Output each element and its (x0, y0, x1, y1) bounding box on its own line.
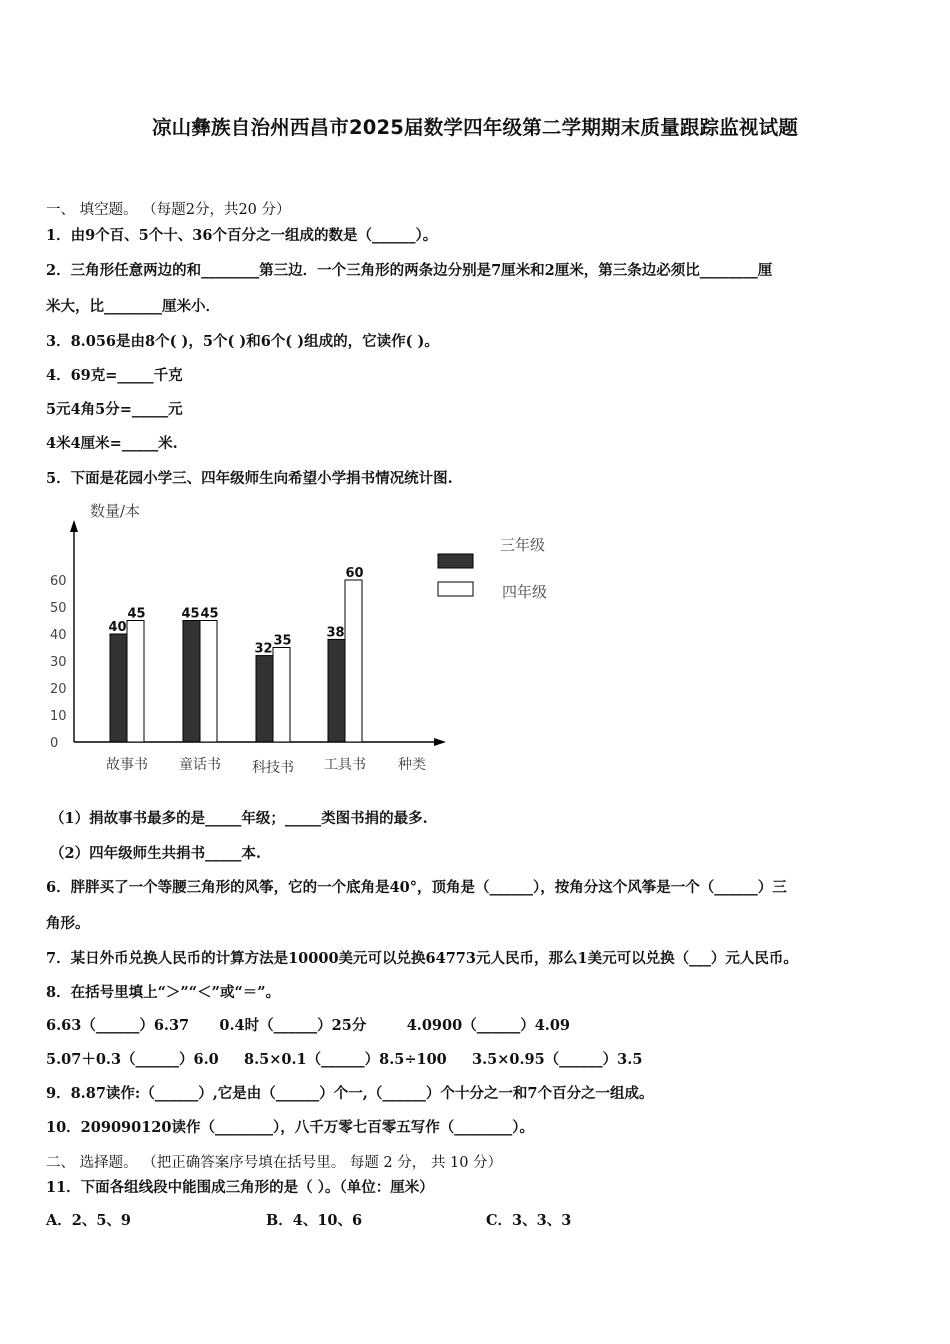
question-3: 3．8.056是由8个( )，5个( )和6个( )组成的，它读作( )。 (46, 333, 439, 350)
bar-grade3 (183, 621, 200, 743)
question-5-2: （2）四年级师生共捐书_____本. (50, 845, 261, 862)
y-tick-label: 0 (50, 736, 59, 751)
question-4b: 5元4角5分=_____元 (46, 401, 183, 418)
legend-swatch (438, 582, 473, 596)
legend-label: 四年级 (502, 583, 548, 601)
data-label: 35 (273, 633, 292, 649)
question-9: 9．8.87读作:（______）,它是由（______）个一,（______）个十分之一和7个百分之一组成。 (46, 1085, 654, 1102)
bar-grade4 (345, 580, 362, 742)
bar-grade4 (200, 621, 217, 743)
question-8-row1: 6.63（______）6.37 0.4时（______）25分 4.0900（______）4.09 (46, 1017, 571, 1034)
x-tick-label: 科技书 (252, 760, 294, 776)
data-label: 45 (181, 606, 200, 622)
legend-swatch (438, 554, 473, 568)
question-11-options (46, 1211, 571, 1231)
y-axis-arrow (70, 520, 78, 532)
question-2-line1: 2．三角形任意两边的和________第三边．一个三角形的两条边分别是7厘米和2厘米，第三条边必须比________厘 (46, 262, 773, 279)
data-label: 45 (127, 606, 146, 622)
legend-label: 三年级 (500, 536, 546, 554)
y-tick-label: 10 (50, 709, 67, 724)
bar-grade3 (256, 656, 273, 742)
question-5-1: （1）捐故事书最多的是_____年级；_____类图书捐的最多. (50, 810, 428, 827)
page-title: 凉山彝族自治州西昌市2025届数学四年级第二学期期末质量跟踪监视试题 (151, 116, 799, 139)
question-5: 5．下面是花园小学三、四年级师生向希望小学捐书情况统计图. (46, 470, 453, 487)
question-8-row2: 5.07＋0.3（______）6.0 8.5×0.1（______）8.5÷100 3.5×0.95（______）3.5 (46, 1051, 643, 1068)
x-tick-label: 故事书 (106, 757, 148, 773)
bar-grade4 (127, 621, 144, 743)
data-label: 38 (326, 625, 345, 641)
option-c: C．3、3、3 (486, 1212, 572, 1229)
question-10: 10．209090120读作（________），八千万零七百零五写作（________）。 (46, 1119, 534, 1136)
question-4c: 4米4厘米=_____米. (46, 435, 178, 452)
question-2-line2: 米大，比________厘米小． (46, 298, 220, 315)
question-6-line2: 角形。 (46, 915, 90, 932)
data-label: 32 (254, 641, 273, 657)
x-axis-label: 种类 (398, 757, 426, 773)
y-axis-label: 数量/本 (90, 502, 141, 520)
bar-chart (38, 492, 578, 792)
question-4a: 4．69克=_____千克 (46, 367, 183, 384)
x-tick-label: 童话书 (179, 757, 221, 773)
section1-header: 一、 填空题。 （每题2分，共20 分） (46, 202, 291, 218)
question-11: 11．下面各组线段中能围成三角形的是（ ）。（单位：厘米） (46, 1179, 434, 1196)
bar-grade3 (328, 639, 345, 742)
option-b: B．4、10、6 (266, 1212, 363, 1229)
question-6-line1: 6．胖胖买了一个等腰三角形的风筝，它的一个底角是40°，顶角是（______），按角分这个风筝是一个（______）三 (46, 879, 787, 896)
bar-grade4 (273, 648, 290, 743)
bar-grade3 (110, 634, 127, 742)
option-a: A．2、5、9 (46, 1212, 132, 1229)
data-label: 45 (200, 606, 219, 622)
y-tick-label: 50 (50, 601, 67, 616)
y-tick-label: 20 (50, 682, 67, 697)
question-7: 7．某日外币兑换人民币的计算方法是10000美元可以兑换64773元人民币，那么1美元可以兑换（___）元人民币。 (46, 950, 798, 967)
x-axis-arrow (434, 738, 446, 746)
data-label: 60 (345, 566, 364, 581)
section2-header: 二、 选择题。 （把正确答案序号填在括号里。 每题 2 分， 共 10 分） (46, 1155, 503, 1171)
y-tick-label: 30 (50, 655, 67, 670)
y-tick-label: 40 (50, 628, 67, 643)
question-1: 1．由9个百、5个十、36个百分之一组成的数是（______）。 (46, 227, 438, 244)
question-8: 8．在括号里填上“＞”“＜”或“＝”。 (46, 984, 281, 1001)
y-tick-label: 60 (50, 574, 67, 589)
x-tick-label: 工具书 (324, 757, 366, 773)
data-label: 40 (108, 620, 127, 635)
